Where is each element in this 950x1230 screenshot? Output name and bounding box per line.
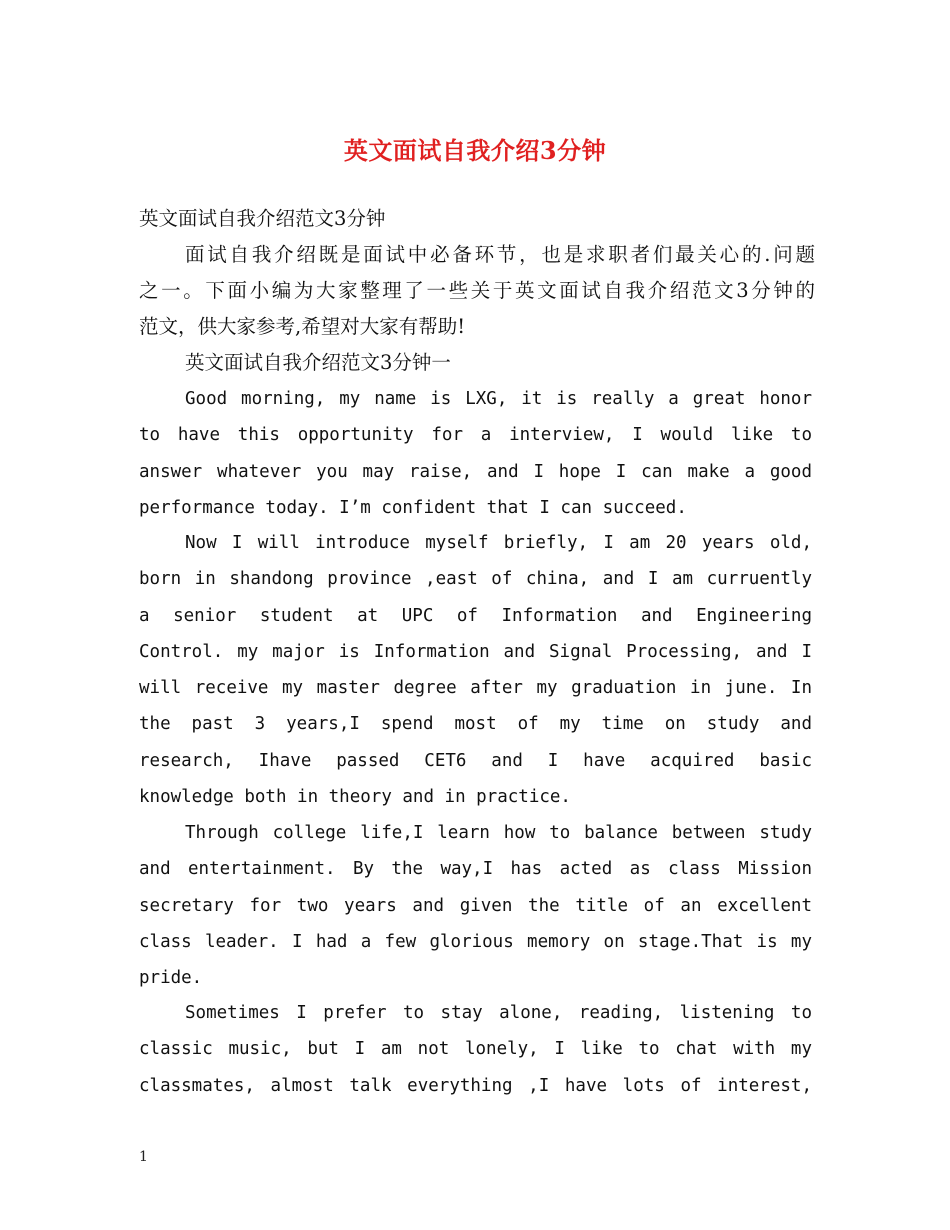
paragraph-line: Good morning, my name is LXG, it is really a great honor <box>185 389 812 409</box>
section-heading <box>139 345 815 381</box>
paragraph-3 <box>139 815 812 996</box>
intro-line: 面试自我介绍既是面试中必备环节，也是求职者们最关心的.问题 <box>185 243 815 266</box>
paragraph-line: research, Ihave passed CET6 and I have acquired basic <box>139 750 812 771</box>
document-subtitle <box>139 201 815 237</box>
paragraph-line: secretary for two years and given the title of an excellent <box>139 895 812 916</box>
intro-paragraph <box>139 237 815 345</box>
paragraph-line: will receive my master degree after my graduation in june. In <box>139 678 812 699</box>
paragraph-4 <box>139 995 812 1104</box>
paragraph-1 <box>139 381 812 526</box>
paragraph-line: performance today. I’m confident that I can succeed. <box>139 497 687 518</box>
paragraph-line: class leader. I had a few glorious memory on stage.That is my <box>139 931 812 952</box>
document-title: 英文面试自我介绍3分钟 <box>343 136 607 165</box>
paragraph-line: Sometimes I prefer to stay alone, reading, listening to <box>185 1003 812 1023</box>
paragraph-line: classic music, but I am not lonely, I like to chat with my <box>139 1039 812 1060</box>
paragraph-line: pride. <box>139 968 203 989</box>
paragraph-line: Through college life,I learn how to balance between study <box>185 823 812 843</box>
paragraph-line: answer whatever you may raise, and I hope I can make a good <box>139 461 812 482</box>
intro-line: 之一。下面小编为大家整理了一些关于英文面试自我介绍范文3分钟的 <box>139 279 815 302</box>
intro-line: 范文，供大家参考,希望对大家有帮助! <box>139 315 466 338</box>
paragraph-line: born in shandong province ,east of china, and I am curruently <box>139 569 812 590</box>
paragraph-line: the past 3 years,I spend most of my time on study and <box>139 714 812 735</box>
paragraph-line: a senior student at UPC of Information and Engineering <box>139 605 812 626</box>
paragraph-line: Control. my major is Information and Signal Processing, and I <box>139 641 812 662</box>
paragraph-2 <box>139 525 812 815</box>
section-heading-text: 英文面试自我介绍范文3分钟一 <box>185 351 451 374</box>
paragraph-line: Now I will introduce myself briefly, I am 20 years old, <box>185 533 812 553</box>
paragraph-line: knowledge both in theory and in practice. <box>139 787 571 808</box>
subtitle-text: 英文面试自我介绍范文3分钟 <box>139 207 386 230</box>
paragraph-line: to have this opportunity for a interview, I would like to <box>139 425 812 446</box>
paragraph-line: and entertainment. By the way,I has acted as class Mission <box>139 859 812 880</box>
paragraph-line: classmates, almost talk everything ,I have lots of interest, <box>139 1075 812 1096</box>
page-number: 1 <box>139 1149 148 1165</box>
